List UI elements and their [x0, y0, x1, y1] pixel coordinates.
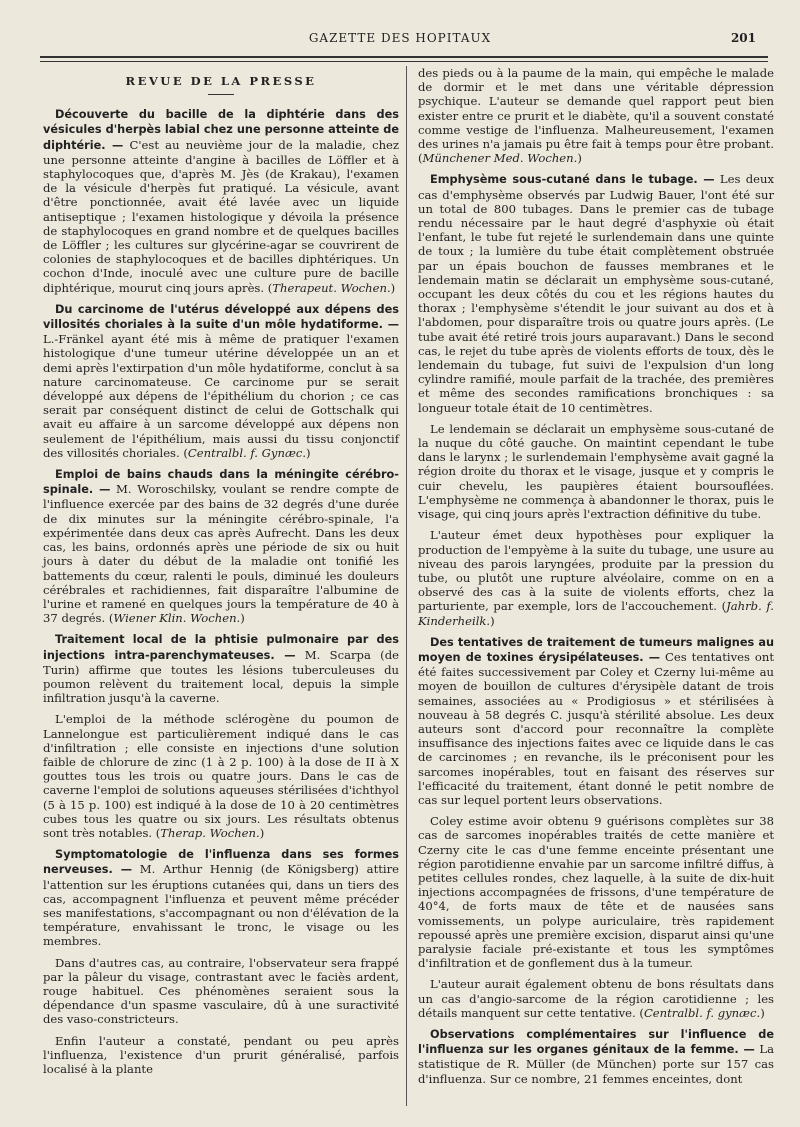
left-column-body	[43, 107, 399, 1076]
paragraph-text: Le lendemain se déclarait un emphysème sous-cutané de la nuque du côté gauche. On maintint cependant le tube dans le larynx ; le surlendemain l'emphysème avait gagné la région droite du thorax et le visage, jusque et y compris le cuir chevelu, les paupières étaient boursouflées. L'emphysème ne commença à abandonner le thorax, puis le visage, qui cinq jours après l'extraction définitive du tube.	[418, 421, 774, 522]
article-heading: Emploi de bains chauds dans la méningite cérébro-spinale. —	[43, 468, 399, 497]
header-rule-thick	[40, 56, 768, 58]
paragraph-text: M. Arthur Hennig (de Königsberg) attire l'attention sur les éruptions cutanées qui, dans un tiers des cas, accompagnent l'influenza et peuvent même précéder ses manifestations, s'accompagnant ou non d'élévation de la température, envahissant le tronc, le visage ou les membres.	[43, 862, 399, 949]
paragraph	[418, 66, 774, 165]
paragraph	[418, 528, 774, 627]
page-number: 201	[730, 31, 756, 45]
source-citation: Wiener Klin. Wochen.	[113, 611, 241, 626]
paragraph-text: C'est au neuvième jour de la maladie, chez une personne atteinte d'angine à bacilles de Löffler et à staphylocoques que, d'après M. Jès (de Krakau), l'examen de la vésicule d'herpès fut pratiqué. La vésicule, avant d'être ponctionnée, avait été lavée avec un liquide antiseptique ; l'examen histologique y dévoila la présence de staphylocoques en grand nombre et de quelques bacilles de Löffler ; les cultures sur glycérine-agar se couvrirent de colonies de staphylocoques et de bacilles diphtériques. Un cochon d'Inde, inoculé avec une culture pure de bacille diphtérique, mourut cinq jours après. (	[43, 137, 400, 295]
paragraph-text: )	[490, 613, 495, 628]
right-column-body	[418, 66, 774, 1086]
source-citation: Centralbl. f. gynæc.	[643, 1005, 761, 1020]
source-citation: Therap. Wochen.	[160, 825, 260, 840]
article-heading: Emphysème sous-cutané dans le tubage. —	[430, 173, 715, 187]
column-divider	[406, 66, 407, 1106]
paragraph-text: Enfin l'auteur a constaté, pendant ou peu après l'influenza, l'existence d'un prurit généralisé, parfois localisé à la plante	[43, 1033, 399, 1076]
paragraph-text: des pieds ou à la paume de la main, qui empêche le malade de dormir et le met dans une véritable dépression psychique. L'auteur se demande quel rapport peut bien exister entre ce prurit et le diabète, qu'il a souvent constaté comme vestige de l'influenza. Malheureusement, l'examen des urines n'a jamais pu être fait à temps pour être probant. (	[418, 66, 775, 166]
paragraph-text: Coley estime avoir obtenu 9 guérisons complètes sur 38 cas de sarcomes inopérables traités de cette manière et Czerny cite le cas d'une femme enceinte présentant une région parotidienne envahie par un sarcome infiltré diffus, à petites cellules rondes, chez laquelle, à la suite de dix-huit injections accompagnées de frissons, d'une température de 40°4, de forts maux de tête et de nausées sans vomissements, un polype auriculaire, très rapidement repoussé après une première excision, disparut ainsi qu'une paralysie faciale pré-existante et tous les symptômes d'infiltration et de gonflement dus à la tumeur.	[418, 814, 774, 971]
article-paragraph	[43, 467, 399, 625]
paragraph-text: )	[259, 825, 265, 840]
paragraph-text: Dans d'autres cas, au contraire, l'observateur sera frappé par la pâleur du visage, contrastant avec le faciès ardent, rouge habituel. Ces phénomènes seraient sous la dépendance d'un spasme vasculaire, dû à une suractivité des vaso-constricteurs.	[43, 955, 399, 1027]
paragraph	[43, 1034, 399, 1077]
article-paragraph	[43, 107, 399, 295]
paragraph-text: Les deux cas d'emphysème observés par Ludwig Bauer, l'ont été sur un total de 800 tubages. Dans le premier cas de tubage rendu nécessaire par le haut degré d'asphyxie où était l'enfant, le tube fut rejeté le surlendemain dans une quinte de toux ; la lumière du tube était complètement obstruée par un épais bouchon de fausses membranes et le lendemain matin se déclarait un emphysème sous-cutané, occupant les deux côtés du cou et les régions hautes du thorax ; l'emphysème s'étendit le jour suivant au dos et à l'abdomen, pour disparaître trois ou quatre jours après. (Le tube avait été retiré trois jours auparavant.) Dans le second cas, le rejet du tube après de violents efforts de toux, dès le lendemain du tubage, fut suivi de l'expulsion d'un long cylindre ramifié, moule parfait de la trachée, des premières et même des secondes ramifications bronchiques : sa longueur totale était de 10 centimètres.	[418, 172, 775, 415]
paragraph-text: M. Woroschilsky, voulant se rendre compte de l'influence exercée par des bains de 32 degrés d'une durée de dix minutes sur la méningite cérébro-spinale, l'a expérimentée dans deux cas après Aufrecht. Dans les deux cas, les bains, ordonnés après une période de six ou huit jours à dater du début de la maladie ont tonifié les battements du cœur, ralenti le pouls, diminué les douleurs cérébrales et rachidiennes, fait disparaître l'albumine de l'urine et ramené en quelques jours la température de 40 à 37 degrés. (	[43, 482, 400, 626]
article-paragraph	[418, 635, 774, 807]
source-citation: Münchener Med. Wochen.	[422, 151, 578, 166]
paragraph-text: )	[240, 611, 245, 626]
section-rule	[208, 94, 234, 95]
article-paragraph	[43, 632, 399, 705]
article-heading: Observations complémentaires sur l'influence de l'influenza sur les organes génitaux de la femme. —	[418, 1028, 774, 1057]
header-rule-thin	[40, 61, 768, 62]
paragraph	[43, 712, 399, 840]
paragraph-text: )	[390, 280, 396, 295]
article-heading: Découverte du bacille de la diphtérie dans des vésicules d'herpès labial chez une personne atteinte de diphtérie. —	[43, 108, 399, 152]
article-heading: Traitement local de la phtisie pulmonaire par des injections intra-parenchymateuses. —	[43, 633, 399, 662]
source-citation: Centralbl. f. Gynæc.	[187, 445, 307, 460]
source-citation: Jahrb. f. Kinderheilk.	[418, 599, 774, 628]
source-citation: Therapeut. Wochen.	[272, 280, 391, 295]
section-title: REVUE DE LA PRESSE	[125, 74, 317, 88]
paragraph	[43, 956, 399, 1027]
article-paragraph	[43, 847, 399, 948]
running-header	[40, 28, 760, 50]
paragraph-text: L'emploi de la méthode sclérogène du poumon de Lannelongue est particulièrement indiqué dans le cas d'infiltration ; elle consiste en injections d'une solution faible de chlorure de zinc (1 à 2 p. 100) à la dose de II à X gouttes tous les trois ou quatre jours. Dans le cas de caverne l'emploi de solutions aqueuses stérilisées d'ichthyol (5 à 15 p. 100) est indiqué à la dose de 10 à 20 centimètres cubes tous les quatre ou six jours. Les résultats obtenus sont très notables. (	[43, 712, 399, 840]
paragraph-text: Ces tentatives ont été faites successivement par Coley et Czerny lui-même au moyen de bouillon de cultures d'érysipèle datant de trois semaines, associées au « Prodigiosus » et stérilisées à nouveau à 58 degrés C. jusqu'à stérilité absolue. Les deux auteurs sont d'accord pour reconnaître la complète insuffisance des injections faites avec ce liquide dans le cas de carcinomes ; en revanche, ils le préconisent pour les sarcomes inopérables, tout en faisant des réserves sur l'efficacité du traitement, étant donné le petit nombre de cas sur lequel portent leurs observations.	[418, 649, 774, 807]
article-heading: Du carcinome de l'utérus développé aux dépens des villosités choriales à la suite d'un môle hydatiforme. —	[43, 302, 399, 332]
paragraph-text: )	[760, 1005, 765, 1020]
article-heading: Des tentatives de traitement de tumeurs malignes au moyen de toxines érysipélateuses. —	[418, 635, 774, 664]
right-column	[418, 66, 774, 1093]
paragraph-text: La statistique de R. Müller (de München) porte sur 157 cas d'influenza. Sur ce nombre, 21 femmes enceintes, dont	[418, 1042, 774, 1086]
paragraph	[418, 977, 774, 1020]
paragraph-text: )	[306, 445, 311, 460]
article-paragraph	[43, 302, 399, 460]
article-heading: Symptomatologie de l'influenza dans ses formes nerveuses. —	[43, 848, 399, 877]
article-paragraph	[418, 1027, 774, 1086]
paragraph-text: L.-Fränkel ayant été mis à même de pratiquer l'examen histologique d'une tumeur utérine développée un an et demi après l'extirpation d'un môle hydatiforme, conclut à sa nature carcinomateuse. Ce carcinome pur se serait développé aux dépens de l'épithélium du chorion ; ce cas serait par conséquent distinct de celui de Gottschalk qui avait eu affaire à un sarcome développé aux dépens non seulement de l'épithélium, mais aussi du tissu conjonctif des villosités choriales. (	[43, 332, 399, 460]
paragraph-text: M. Scarpa (de Turin) affirme que toutes les lésions tuberculeuses du poumon relèvent du traitement local, depuis la simple infiltration jusqu'à la caverne.	[43, 647, 399, 706]
journal-title: GAZETTE DES HOPITAUX	[308, 31, 492, 45]
paragraph-text: L'auteur émet deux hypothèses pour expliquer la production de l'empyème à la suite du tubage, une usure au niveau des parois laryngées, produite par la pression du tube, ou plutôt une rupture alvéolaire, comme on en a observé des cas à la suite de violents efforts, chez la parturiente, par exemple, lors de l'accouchement. (	[418, 528, 774, 614]
left-column	[43, 66, 399, 1083]
paragraph	[418, 422, 774, 521]
paragraph-text: )	[577, 151, 582, 166]
paragraph-text: L'auteur aurait également obtenu de bons résultats dans un cas d'angio-sarcome de la région carotidienne ; les détails manquent sur cette tentative. (	[418, 977, 774, 1020]
article-paragraph	[418, 172, 774, 414]
paragraph	[418, 814, 774, 970]
